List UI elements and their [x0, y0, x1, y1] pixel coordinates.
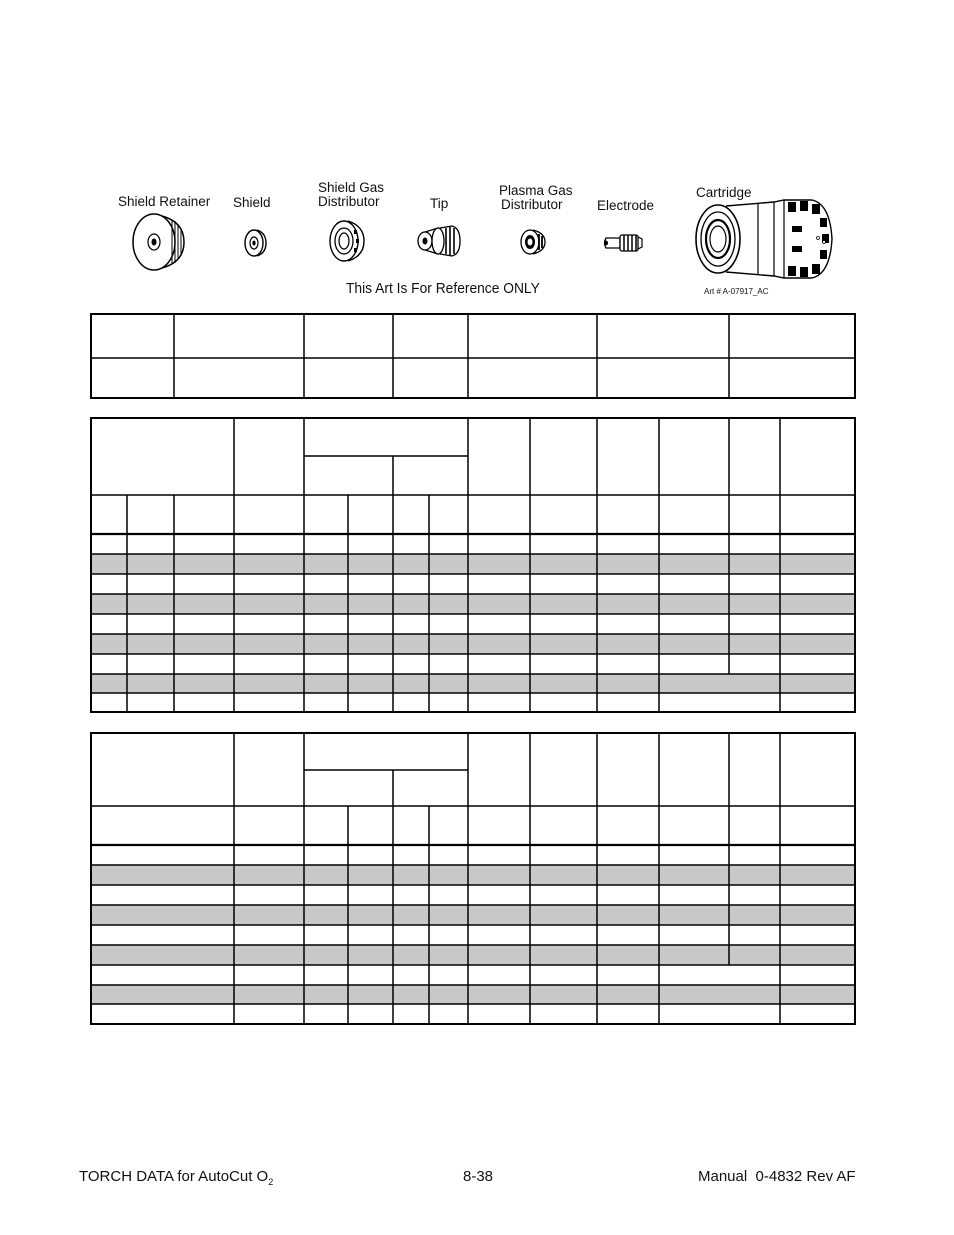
label-electrode: Electrode: [597, 198, 655, 213]
label-cartridge: Cartridge: [696, 185, 752, 200]
manual-revision: Manual 0-4832 Rev AF: [698, 1168, 856, 1185]
label-shield-gas-distributor-1: Shield Gas: [318, 180, 385, 195]
footer-title-text: TORCH DATA for AutoCut O: [79, 1168, 269, 1185]
footer-title: [79, 1168, 273, 1187]
consumables-table: [91, 314, 855, 398]
label-shield: Shield: [233, 195, 271, 210]
cut-chart-table-1: [91, 418, 855, 712]
label-plasma-gas-distributor-1: Plasma Gas: [499, 183, 573, 198]
label-shield-gas-distributor-2: Distributor: [318, 194, 380, 209]
label-shield-retainer: Shield Retainer: [118, 194, 211, 209]
cut-chart-table-2: [91, 733, 855, 1024]
art-number: Art # A-07917_AC: [704, 287, 769, 296]
page-number: 8-38: [463, 1168, 494, 1185]
label-plasma-gas-distributor-2: Distributor: [501, 197, 563, 212]
footer-title-subscript: 2: [268, 1177, 274, 1187]
label-tip: Tip: [430, 196, 449, 211]
reference-note: This Art Is For Reference ONLY: [346, 280, 540, 297]
